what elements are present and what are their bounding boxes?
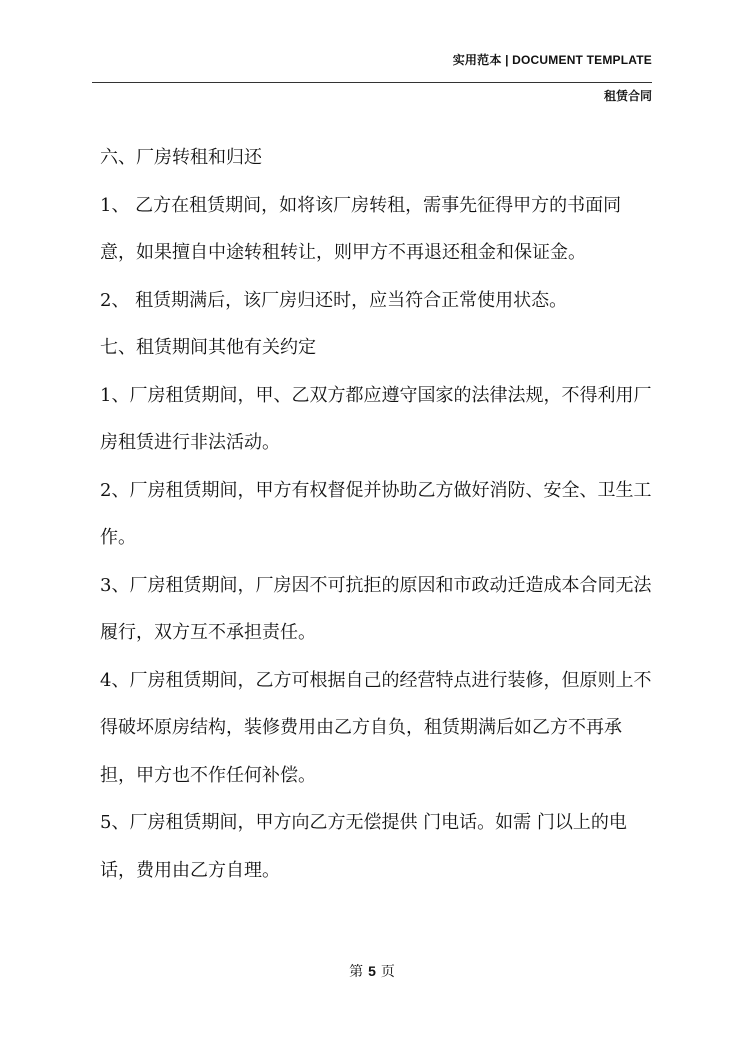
clause-7-1: 1、厂房租赁期间，甲、乙双方都应遵守国家的法律法规，不得利用厂房租赁进行非法活动。 [100, 384, 652, 453]
clause-6-2: 2、 租赁期满后，该厂房归还时，应当符合正常使用状态。 [100, 289, 568, 311]
header-subtitle: 租赁合同 [603, 89, 652, 103]
clause-7-2: 2、厂房租赁期间，甲方有权督促并协助乙方做好消防、安全、卫生工作。 [100, 479, 652, 548]
clause-7-5: 5、厂房租赁期间，甲方向乙方无偿提供 门电话。如需 门以上的电话，费用由乙方自理。 [100, 812, 627, 881]
document-body [100, 134, 656, 894]
page-label-suffix: 页 [380, 964, 395, 980]
clause-6-1: 1、 乙方在租赁期间，如将该厂房转租，需事先征得甲方的书面同意，如果擅自中途转租转让，则甲方不再退还租金和保证金。 [100, 194, 622, 263]
header-divider [92, 82, 652, 83]
section-heading-6: 六、厂房转租和归还 [100, 147, 262, 168]
page-label-prefix: 第 [349, 964, 364, 980]
page-header [92, 52, 652, 104]
clause-7-3: 3、厂房租赁期间，厂房因不可抗拒的原因和市政动迁造成本合同无法履行，双方互不承担责任。 [100, 574, 652, 643]
section-heading-7: 七、租赁期间其他有关约定 [100, 337, 316, 358]
clause-7-4: 4、厂房租赁期间，乙方可根据自己的经营特点进行装修，但原则上不得破坏原房结构，装修费用由乙方自负，租赁期满后如乙方不再承担，甲方也不作任何补偿。 [100, 669, 652, 786]
page-footer [0, 962, 744, 981]
page-number: 5 [368, 963, 376, 979]
header-title: 实用范本 | DOCUMENT TEMPLATE [452, 53, 652, 67]
